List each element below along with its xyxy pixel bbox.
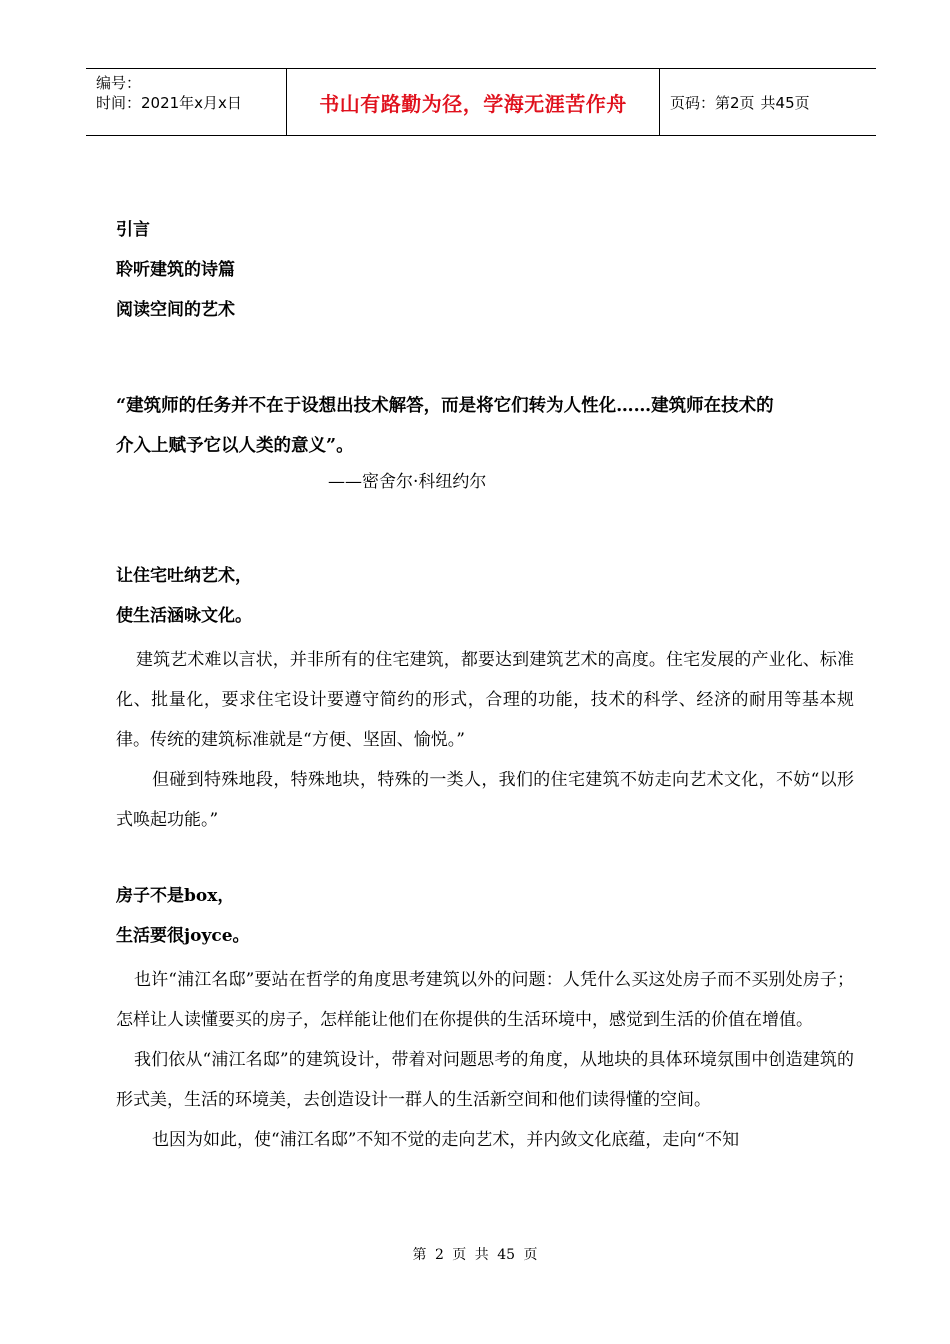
header-time: 时间：2021年x月x日 <box>96 94 242 112</box>
section1-paragraph-2: 但碰到特殊地段，特殊地块，特殊的一类人，我们的住宅建筑不妨走向艺术文化，不妨“以形式唤起功能。” <box>116 770 854 830</box>
intro-heading: 引言 <box>116 220 150 240</box>
intro-line-1: 聆听建筑的诗篇 <box>116 260 235 280</box>
page-header <box>86 68 876 136</box>
section2-paragraph-1: 也许“浦江名邸”要站在哲学的角度思考建筑以外的问题：人凭什么买这处房子而不买别处房子；怎样让人读懂要买的房子，怎样能让他们在你提供的生活环境中，感觉到生活的价值在增值。 <box>116 970 854 1030</box>
section2-title-2: 生活要很joyce。 <box>116 926 250 946</box>
quote-line-1: “建筑师的任务并不在于设想出技术解答，而是将它们转为人性化……建筑师在技术的 <box>116 396 774 416</box>
header-number: 编号： <box>96 74 142 92</box>
section1-title-1: 让住宅吐纳艺术， <box>116 566 252 586</box>
quote-author: ——密舍尔·科纽约尔 <box>328 472 487 492</box>
quote-line-2: 介入上赋予它以人类的意义”。 <box>116 436 354 456</box>
intro-line-2: 阅读空间的艺术 <box>116 300 235 320</box>
page-footer: 第 2 页 共 45 页 <box>412 1247 538 1263</box>
motto-text: 书山有路勤为径，学海无涯苦作舟 <box>319 91 627 116</box>
header-meta <box>86 69 286 135</box>
quote-block <box>116 386 854 466</box>
section2-paragraph-2: 我们依从“浦江名邸”的建筑设计，带着对问题思考的角度，从地块的具体环境氛围中创造建筑的形式美，生活的环境美，去创造设计一群人的生活新空间和他们读得懂的空间。 <box>116 1050 854 1110</box>
header-motto <box>286 69 660 135</box>
header-page-label: 页码：第2页 <box>670 93 755 112</box>
section1-title-2: 使生活涵咏文化。 <box>116 606 252 626</box>
section1-paragraph-1: 建筑艺术难以言状，并非所有的住宅建筑，都要达到建筑艺术的高度。住宅发展的产业化、标准化、批量化，要求住宅设计要遵守简约的形式，合理的功能，技术的科学、经济的耐用等基本规律。传统的建筑标准就是“方便、坚固、愉悦。” <box>116 650 854 750</box>
header-page-total: 共45页 <box>760 93 810 112</box>
header-page-info <box>660 69 876 135</box>
section2-title-1: 房子不是box， <box>116 886 235 906</box>
document-body <box>116 214 854 1160</box>
section2-paragraph-3: 也因为如此，使“浦江名邸”不知不觉的走向艺术，并内敛文化底蕴，走向“不知 <box>152 1130 740 1150</box>
